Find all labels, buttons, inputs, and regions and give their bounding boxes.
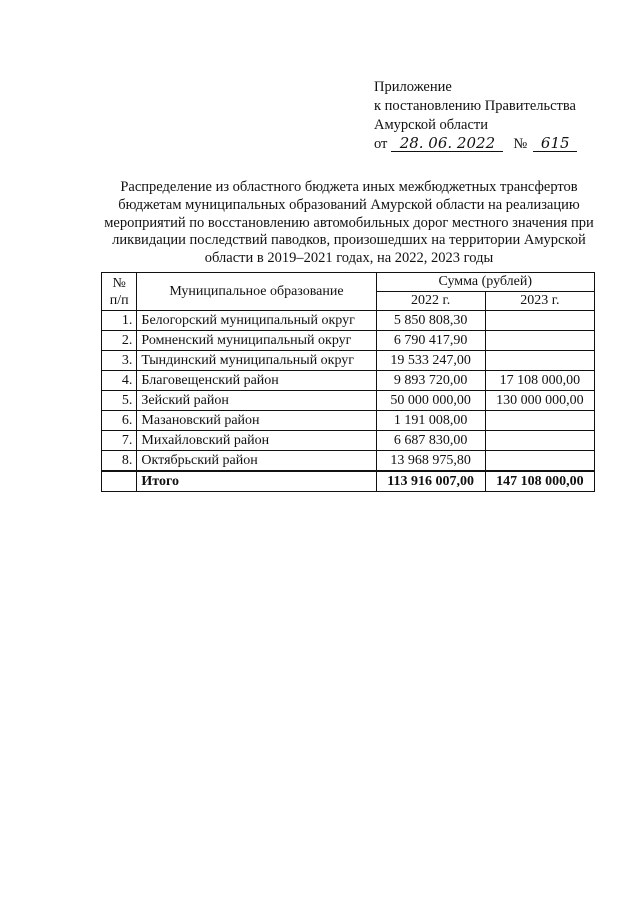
total-amount-2022: 113 916 007,00 — [376, 471, 485, 492]
appendix-region: Амурской области — [374, 117, 488, 133]
allocation-table — [101, 272, 595, 492]
row-amount-2022: 19 533 247,00 — [376, 351, 485, 371]
table-row — [102, 351, 595, 371]
row-municipality: Мазановский район — [137, 411, 376, 431]
header-sum: Сумма (рублей) — [376, 273, 594, 292]
row-amount-2023 — [485, 351, 594, 371]
row-number: 1. — [102, 311, 137, 331]
heading-line: бюджетам муниципальных образований Амурской области на реализацию — [118, 196, 580, 213]
row-amount-2022: 5 850 808,30 — [376, 311, 485, 331]
heading-line: мероприятий по восстановлению автомобильных дорог местного значения при — [104, 214, 594, 231]
table-row — [102, 451, 595, 472]
row-municipality: Октябрьский район — [137, 451, 376, 472]
appendix-decree-ref: к постановлению Правительства — [374, 98, 576, 114]
row-amount-2023 — [485, 451, 594, 472]
header-2022: 2022 г. — [376, 292, 485, 311]
appendix-block — [374, 78, 577, 154]
row-amount-2022: 1 191 008,00 — [376, 411, 485, 431]
row-municipality: Белогорский муниципальный округ — [137, 311, 376, 331]
table-row — [102, 331, 595, 351]
row-amount-2023 — [485, 311, 594, 331]
table-total-row — [102, 471, 595, 492]
row-amount-2022: 6 687 830,00 — [376, 431, 485, 451]
row-municipality: Зейский район — [137, 391, 376, 411]
total-amount-2023: 147 108 000,00 — [485, 471, 594, 492]
heading-line: ликвидации последствий паводков, произошедших на территории Амурской — [112, 232, 586, 249]
row-municipality: Михайловский район — [137, 431, 376, 451]
header-municipality: Муниципальное образование — [137, 273, 376, 311]
row-amount-2023: 130 000 000,00 — [485, 391, 594, 411]
heading-line: области в 2019–2021 годах, на 2022, 2023 годы — [204, 250, 494, 267]
header-number: № п/п — [102, 273, 137, 311]
heading-line: Распределение из областного бюджета иных межбюджетных трансфертов — [120, 179, 578, 195]
row-amount-2023 — [485, 411, 594, 431]
appendix-date-number-line — [374, 135, 577, 154]
row-number: 2. — [102, 331, 137, 351]
row-number: 3. — [102, 351, 137, 371]
total-label: Итого — [137, 471, 376, 492]
row-number: 8. — [102, 451, 137, 472]
row-amount-2022: 50 000 000,00 — [376, 391, 485, 411]
document-heading — [100, 179, 598, 268]
table-row — [102, 311, 595, 331]
row-amount-2023 — [485, 331, 594, 351]
handwritten-date: 28. 06. 2022 — [391, 136, 503, 152]
table-row — [102, 391, 595, 411]
table-header-row — [102, 273, 595, 292]
total-number — [102, 471, 137, 492]
row-amount-2022: 6 790 417,90 — [376, 331, 485, 351]
row-municipality: Ромненский муниципальный округ — [137, 331, 376, 351]
row-municipality: Благовещенский район — [137, 371, 376, 391]
row-amount-2022: 9 893 720,00 — [376, 371, 485, 391]
table-row — [102, 411, 595, 431]
table-row — [102, 371, 595, 391]
header-2023: 2023 г. — [485, 292, 594, 311]
row-amount-2023 — [485, 431, 594, 451]
row-number: 5. — [102, 391, 137, 411]
from-prefix: от — [374, 136, 388, 152]
appendix-title: Приложение — [374, 79, 452, 95]
row-number: 6. — [102, 411, 137, 431]
row-amount-2023: 17 108 000,00 — [485, 371, 594, 391]
number-label: № — [513, 136, 528, 152]
row-amount-2022: 13 968 975,80 — [376, 451, 485, 472]
row-number: 4. — [102, 371, 137, 391]
row-number: 7. — [102, 431, 137, 451]
handwritten-number: 615 — [533, 136, 577, 152]
table-row — [102, 431, 595, 451]
row-municipality: Тындинский муниципальный округ — [137, 351, 376, 371]
